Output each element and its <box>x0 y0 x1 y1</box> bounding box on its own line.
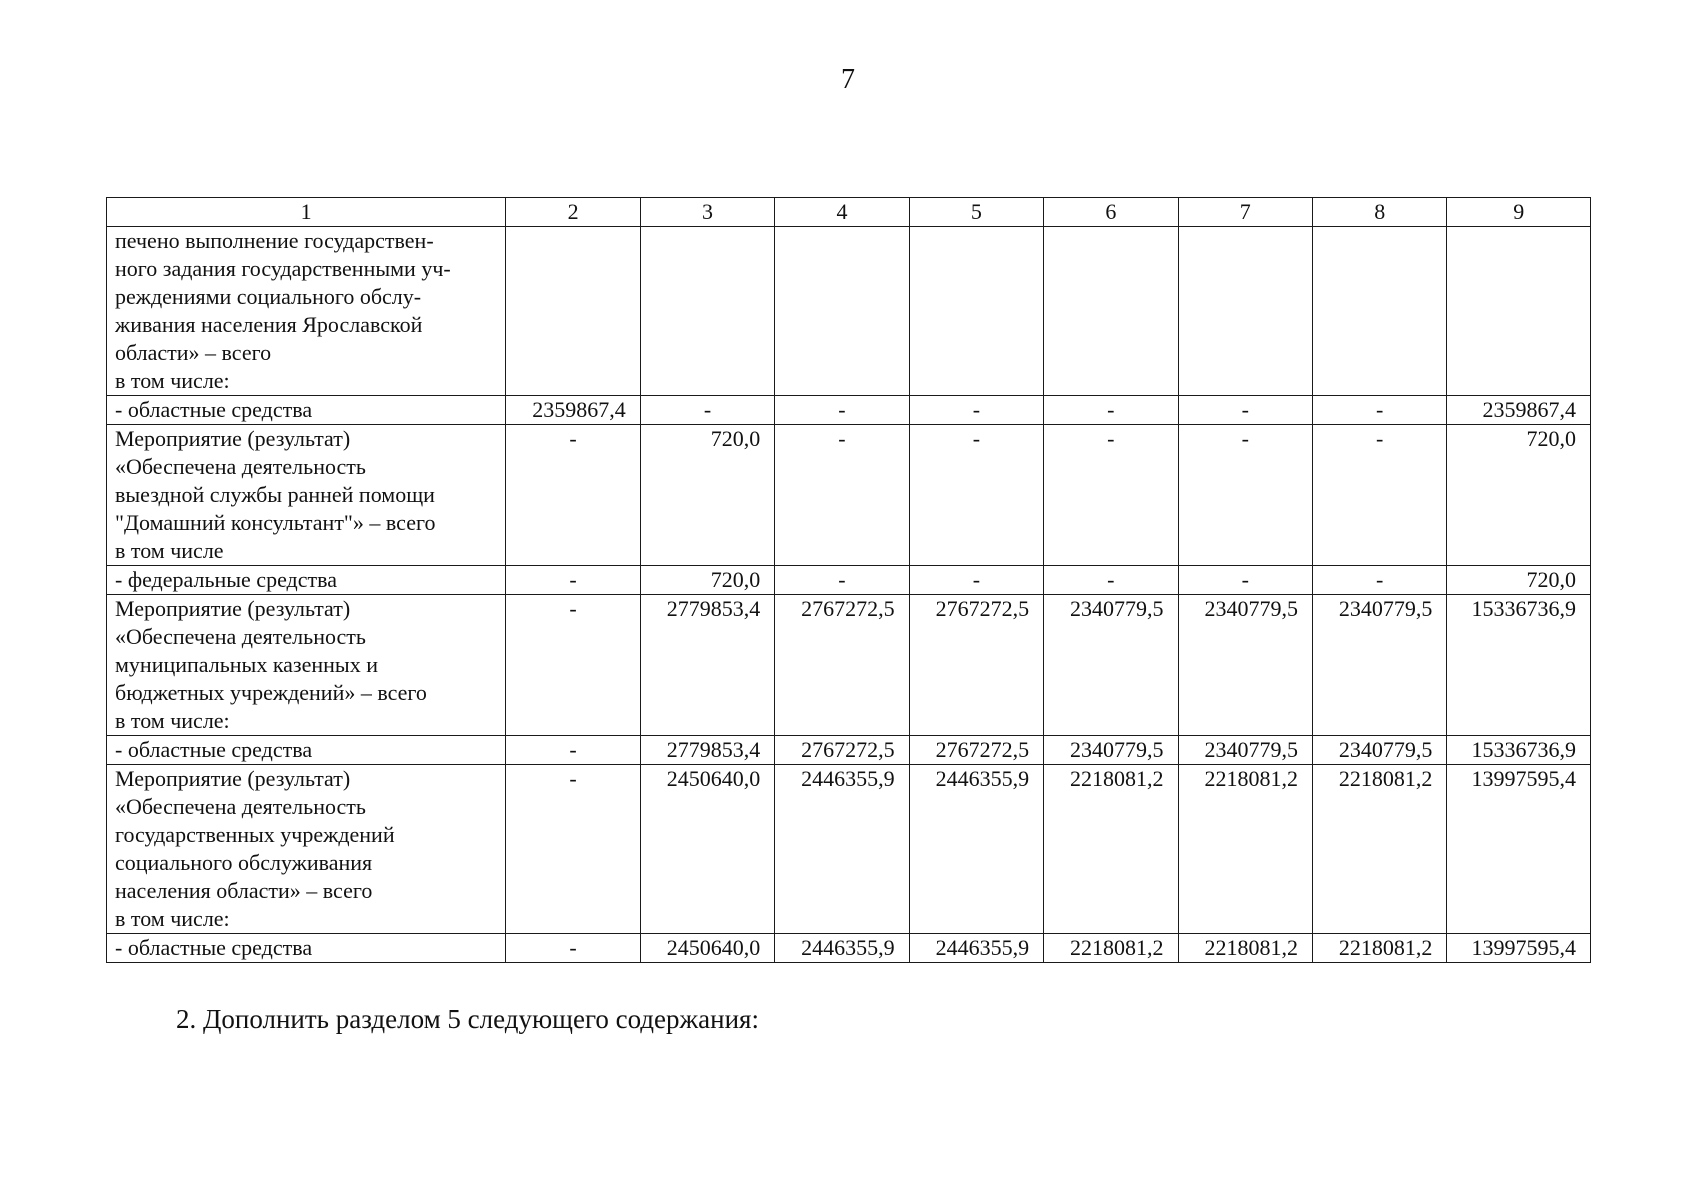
table-cell: 2779853,4 <box>640 736 774 765</box>
instruction-text: 2. Дополнить разделом 5 следующего содержания: <box>176 1004 759 1034</box>
table-cell: 2359867,4 <box>1447 396 1591 425</box>
table-cell: 2446355,9 <box>909 934 1043 963</box>
table-cell: - <box>1178 396 1312 425</box>
table-cell: 15336736,9 <box>1447 736 1591 765</box>
table-cell: 2340779,5 <box>1312 595 1446 736</box>
table-cell: 2218081,2 <box>1044 934 1178 963</box>
table-cell: 2767272,5 <box>775 595 909 736</box>
table-cell: - <box>1312 425 1446 566</box>
table-cell <box>1447 227 1591 396</box>
table-cell: 2340779,5 <box>1312 736 1446 765</box>
column-header: 1 <box>107 198 506 227</box>
table-cell: 2218081,2 <box>1178 934 1312 963</box>
page-number: 7 <box>841 64 855 95</box>
table-cell: 2218081,2 <box>1312 934 1446 963</box>
table-cell: - <box>1044 425 1178 566</box>
table-cell: 2779853,4 <box>640 595 774 736</box>
row-label: Мероприятие (результат) «Обеспечена деятельность выездной службы ранней помощи "Домашний консультант"» – всего в том числе <box>107 425 506 566</box>
row-label: Мероприятие (результат) «Обеспечена деятельность муниципальных казенных и бюджетных учреждений» – всего в том числе: <box>107 595 506 736</box>
table-cell <box>909 227 1043 396</box>
table-cell: - <box>506 566 640 595</box>
table-cell: 2218081,2 <box>1178 765 1312 934</box>
table-cell: - <box>1312 566 1446 595</box>
table-cell: - <box>909 396 1043 425</box>
table-cell: 2340779,5 <box>1178 595 1312 736</box>
table-cell <box>640 227 774 396</box>
table-cell: 2340779,5 <box>1178 736 1312 765</box>
column-header: 5 <box>909 198 1043 227</box>
table-cell: - <box>506 425 640 566</box>
column-header: 6 <box>1044 198 1178 227</box>
table-row <box>107 425 1591 566</box>
table-cell: 720,0 <box>1447 425 1591 566</box>
table-cell: - <box>775 425 909 566</box>
table-row <box>107 934 1591 963</box>
table-row <box>107 765 1591 934</box>
table-cell <box>1044 227 1178 396</box>
table-cell: 2359867,4 <box>506 396 640 425</box>
table-cell <box>506 227 640 396</box>
table-cell: 2450640,0 <box>640 765 774 934</box>
table-cell: 2446355,9 <box>775 765 909 934</box>
row-label: - областные средства <box>107 934 506 963</box>
table-row <box>107 227 1591 396</box>
table-cell: 15336736,9 <box>1447 595 1591 736</box>
table-cell: - <box>640 396 774 425</box>
table-cell: 720,0 <box>640 425 774 566</box>
column-header: 8 <box>1312 198 1446 227</box>
row-label: - федеральные средства <box>107 566 506 595</box>
table-cell <box>1312 227 1446 396</box>
table-cell: - <box>506 736 640 765</box>
column-header: 9 <box>1447 198 1591 227</box>
table-cell: 2767272,5 <box>909 736 1043 765</box>
table-cell: - <box>1178 566 1312 595</box>
table-row <box>107 566 1591 595</box>
table-cell: 2450640,0 <box>640 934 774 963</box>
table-cell: 2446355,9 <box>909 765 1043 934</box>
table-row <box>107 595 1591 736</box>
column-header: 3 <box>640 198 774 227</box>
table-cell: - <box>506 934 640 963</box>
table-cell: - <box>775 396 909 425</box>
table-cell: 2767272,5 <box>909 595 1043 736</box>
table-cell: 2218081,2 <box>1312 765 1446 934</box>
table-cell <box>1178 227 1312 396</box>
table-cell: 2340779,5 <box>1044 595 1178 736</box>
table-cell: - <box>506 595 640 736</box>
table-cell: - <box>1312 396 1446 425</box>
row-label: Мероприятие (результат) «Обеспечена деятельность государственных учреждений социального обслуживания населения области» – всего в том числе: <box>107 765 506 934</box>
table-cell: 13997595,4 <box>1447 765 1591 934</box>
row-label: печено выполнение государствен- ного задания государственными уч- реждениями социального обслу- живания населения Ярославской области» – всего в том числе: <box>107 227 506 396</box>
table-cell: - <box>1044 396 1178 425</box>
table-cell: 13997595,4 <box>1447 934 1591 963</box>
table-cell: - <box>1044 566 1178 595</box>
table-row <box>107 736 1591 765</box>
column-header: 7 <box>1178 198 1312 227</box>
table-cell: - <box>506 765 640 934</box>
table-cell: 2340779,5 <box>1044 736 1178 765</box>
table-cell: 720,0 <box>640 566 774 595</box>
table-cell: - <box>1178 425 1312 566</box>
table-row <box>107 396 1591 425</box>
table-cell <box>775 227 909 396</box>
column-header: 2 <box>506 198 640 227</box>
row-label: - областные средства <box>107 396 506 425</box>
table-cell: 720,0 <box>1447 566 1591 595</box>
budget-table <box>106 197 1591 963</box>
header-row <box>107 198 1591 227</box>
table-cell: 2446355,9 <box>775 934 909 963</box>
column-header: 4 <box>775 198 909 227</box>
row-label: - областные средства <box>107 736 506 765</box>
table-cell: 2767272,5 <box>775 736 909 765</box>
table-cell: - <box>909 425 1043 566</box>
table-cell: - <box>775 566 909 595</box>
table-cell: - <box>909 566 1043 595</box>
table-cell: 2218081,2 <box>1044 765 1178 934</box>
